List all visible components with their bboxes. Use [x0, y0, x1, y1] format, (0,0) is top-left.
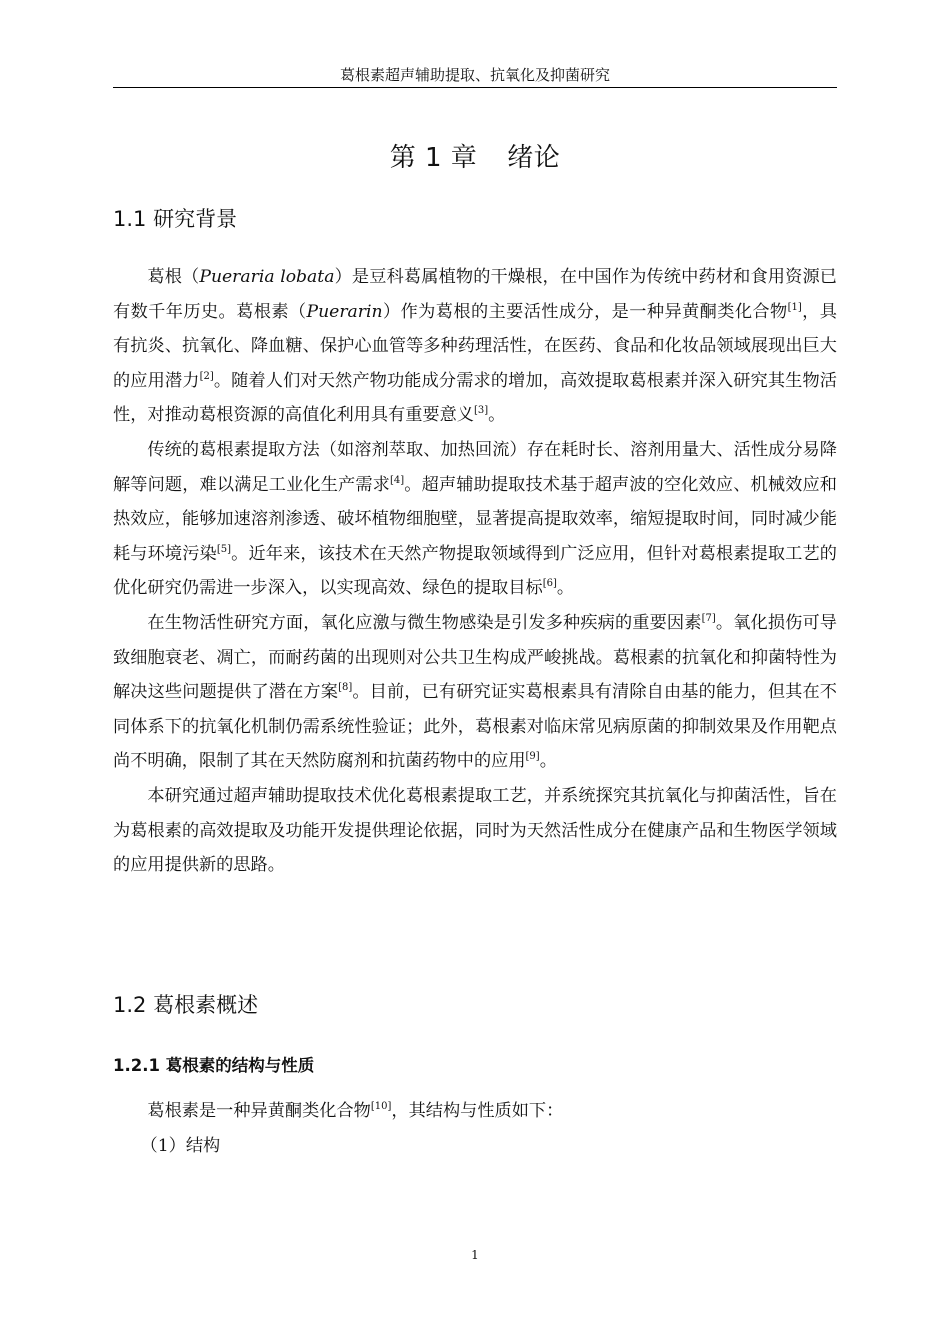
- section-heading-1-2: 1.2 葛根素概述: [113, 993, 259, 1017]
- citation[interactable]: [3]: [473, 405, 489, 417]
- subsection-heading-1-2-1: 1.2.1 葛根素的结构与性质: [113, 1056, 315, 1075]
- section-1-1-body: [113, 260, 837, 883]
- subsection-1-2-1-body: [113, 1094, 837, 1163]
- citation[interactable]: [8]: [338, 682, 353, 694]
- header-rule: [113, 87, 837, 88]
- citation[interactable]: [4]: [390, 474, 405, 486]
- chapter-name: 绪论: [507, 143, 561, 173]
- latin-name: Pueraria lobata: [199, 267, 335, 287]
- chapter-number: 第 1 章: [389, 143, 478, 173]
- paragraph: 葛根素是一种异黄酮类化合物[10]，其结构与性质如下：: [147, 1101, 564, 1121]
- citation[interactable]: [10]: [370, 1101, 392, 1112]
- citation[interactable]: [7]: [701, 612, 716, 624]
- latin-name: Puerarin: [306, 301, 383, 322]
- paragraph: 在生物活性研究方面，氧化应激与微生物感染是引发多种疾病的重要因素[7]。氧化损伤可导致细胞衰老、凋亡，而耐药菌的出现则对公共卫生构成严峻挑战。葛根素的抗氧化和抑菌特性为解决这些问题提供了潜在方案[8]。目前，已有研究证实葛根素具有清除自由基的能力，但其在不同体系下的抗氧化机制仍需系统性验证；此外，葛根素对临床常见病原菌的抑制效果及作用靶点尚不明确，限制了其在天然防腐剂和抗菌药物中的应用[9]。: [113, 612, 837, 772]
- citation[interactable]: [6]: [542, 578, 557, 590]
- page-number: 1: [471, 1248, 479, 1262]
- running-header: 葛根素超声辅助提取、抗氧化及抑菌研究: [339, 66, 610, 84]
- citation[interactable]: [1]: [787, 301, 802, 313]
- paragraph: 葛根（Pueraria lobata）是豆科葛属植物的干燥根，在中国作为传统中药材和食用资源已有数千年历史。葛根素（Puerarin）作为葛根的主要活性成分，是一种异黄酮类化合物[1]，具有抗炎、抗氧化、降血糖、保护心血管等多种药理活性，在医药、食品和化妆品领域展现出巨大的应用潜力[2]。随着人们对天然产物功能成分需求的增加，高效提取葛根素并深入研究其生物活性，对推动葛根资源的高值化利用具有重要意义[3]。: [113, 267, 837, 426]
- section-heading-1-1: 1.1 研究背景: [113, 207, 238, 231]
- citation[interactable]: [5]: [216, 543, 232, 555]
- paragraph: 传统的葛根素提取方法（如溶剂萃取、加热回流）存在耗时长、溶剂用量大、活性成分易降解等问题，难以满足工业化生产需求[4]。超声辅助提取技术基于超声波的空化效应、机械效应和热效应，能够加速溶剂渗透、破坏植物细胞壁，显著提高提取效率，缩短提取时间，同时减少能耗与环境污染[5]。近年来，该技术在天然产物提取领域得到广泛应用，但针对葛根素提取工艺的优化研究仍需进一步深入，以实现高效、绿色的提取目标[6]。: [113, 439, 837, 599]
- paragraph: 本研究通过超声辅助提取技术优化葛根素提取工艺，并系统探究其抗氧化与抑菌活性，旨在为葛根素的高效提取及功能开发提供理论依据，同时为天然活性成分在健康产品和生物医学领域的应用提供新的思路。: [113, 785, 837, 876]
- chapter-title: [113, 140, 837, 176]
- citation[interactable]: [9]: [525, 751, 540, 763]
- list-item: （1）结构: [140, 1135, 221, 1156]
- citation[interactable]: [2]: [199, 370, 214, 382]
